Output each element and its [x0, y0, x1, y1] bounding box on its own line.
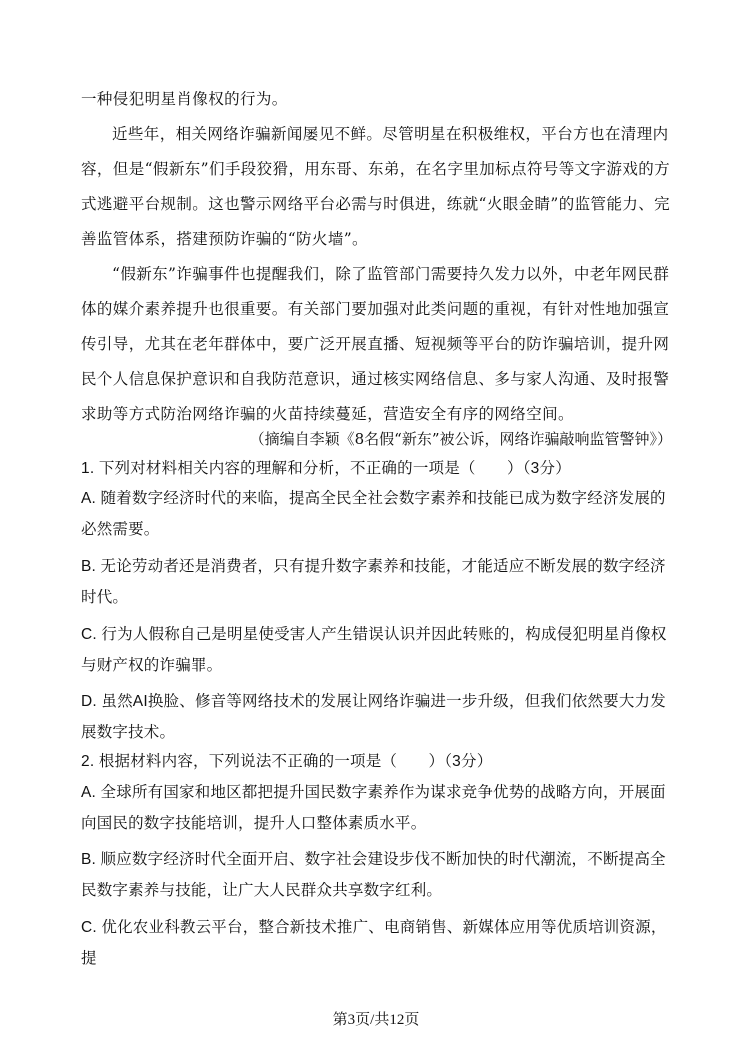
page-number: 第3页/共12页	[332, 1012, 420, 1028]
question-2-option-c: C. 优化农业科教云平台，整合新技术推广、电商销售、新媒体应用等优质培训资源，提	[81, 919, 667, 967]
passage-source: （摘编自李颖《8名假“新东”被公诉，网络诈骗敲响监管警钟》）	[249, 430, 672, 448]
question-2-stem: 2. 根据材料内容，下列说法不正确的一项是（ ）（3分）	[81, 753, 493, 770]
question-1-option-b: B. 无论劳动者还是消费者，只有提升数字素养和技能，才能适应不断发展的数字经济时代。	[81, 558, 666, 606]
question-1-option-a: A. 随着数字经济时代的来临，提高全民全社会数字素养和技能已成为数字经济发展的必然需要。	[81, 490, 666, 538]
question-2-option-a: A. 全球所有国家和地区都把提升国民数字素养作为谋求竞争优势的战略方向，开展面向国民的数字技能培训，提升人口整体素质水平。	[81, 784, 666, 832]
question-1-stem: 1. 下列对材料相关内容的理解和分析，不正确的一项是（ ）（3分）	[81, 460, 571, 477]
passage-continuation	[81, 82, 675, 117]
question-1-option-d: D. 虽然AI换脸、修音等网络技术的发展让网络诈骗进一步升级，但我们依然要大力发展数字技术。	[81, 693, 666, 741]
passage-paragraph-1: 近些年，相关网络诈骗新闻屡见不鲜。尽管明星在积极维权，平台方也在清理内容，但是“假新东”们手段狡猾，用东哥、东弟，在名字里加标点符号等文字游戏的方式逃避平台规制。这也警示网络平台必需与时俱进，练就“火眼金睛”的监管能力、完善监管体系，搭建预防诈骗的“防火墙”。	[81, 125, 671, 248]
question-2-option-b: B. 顺应数字经济时代全面开启、数字社会建设步伐不断加快的时代潮流，不断提高全民数字素养与技能，让广大人民群众共享数字红利。	[81, 851, 666, 899]
question-1-option-c: C. 行为人假称自己是明星使受害人产生错误认识并因此转账的，构成侵犯明星肖像权与财产权的诈骗罪。	[81, 626, 667, 674]
passage-line: 一种侵犯明星肖像权的行为。	[81, 90, 288, 108]
passage-paragraph-2: “假新东”诈骗事件也提醒我们，除了监管部门需要持久发力以外，中老年网民群体的媒介素养提升也很重要。有关部门要加强对此类问题的重视，有针对性地加强宣传引导，尤其在老年群体中，要广泛开展直播、短视频等平台的防诈骗培训，提升网民个人信息保护意识和自我防范意识，通过核实网络信息、多与家人沟通、及时报警求助等方式防治网络诈骗的火苗持续蔓延，营造安全有序的网络空间。	[81, 265, 670, 423]
